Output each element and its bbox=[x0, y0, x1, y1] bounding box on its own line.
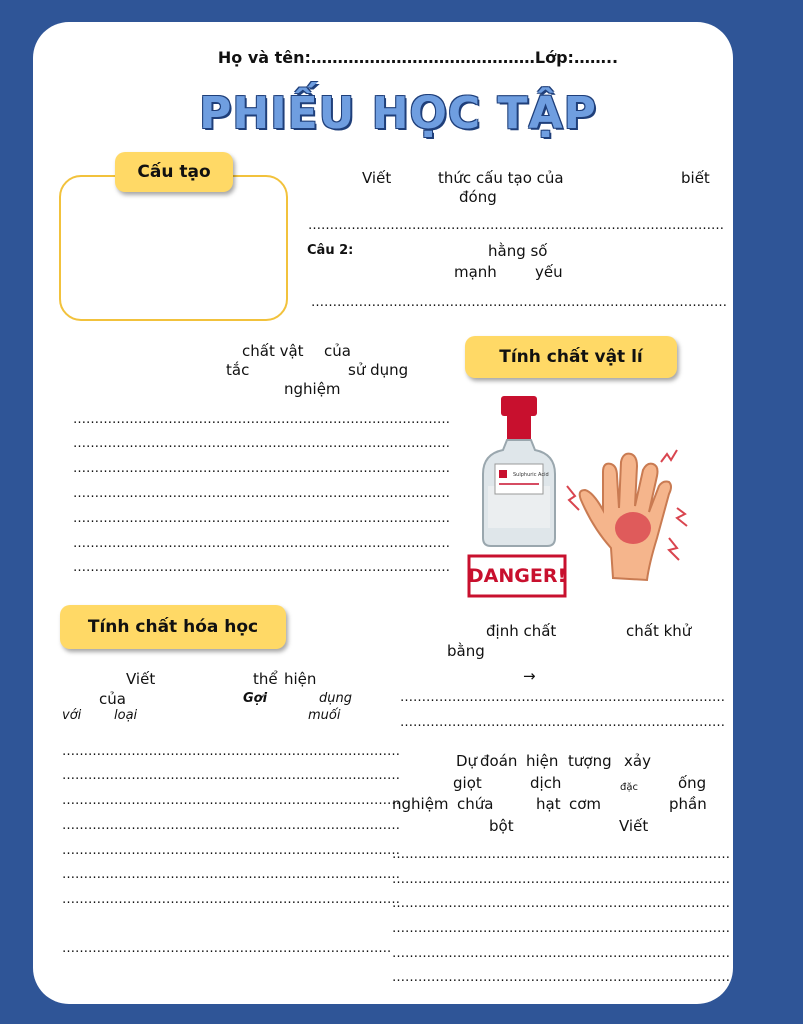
chemical-italic-word: dụng bbox=[319, 691, 352, 706]
right-q2-word: nghiệm bbox=[392, 795, 449, 813]
right-q2-word: xảy bbox=[624, 752, 651, 770]
right-q2-word: bột bbox=[489, 817, 514, 835]
physical-answer-line[interactable]: …………………………………………………………………………… bbox=[73, 511, 450, 526]
structure-drawing-box bbox=[59, 175, 288, 321]
chemical-answer-line[interactable]: …………………………………………………………………… bbox=[62, 744, 400, 759]
q1-word: Viết bbox=[362, 169, 392, 187]
chemical-italic-word: với bbox=[62, 708, 82, 723]
right-q1-word: chất khử bbox=[626, 622, 692, 640]
right-q2-word: đoán bbox=[480, 752, 518, 770]
right-q2-word: tượng bbox=[568, 752, 612, 770]
chemical-answer-line[interactable]: …………………………………………………………………… bbox=[62, 843, 400, 858]
reaction-arrow: → bbox=[523, 667, 536, 685]
right-q1-answer-line[interactable]: ………………………………………………………………… bbox=[400, 715, 725, 730]
q1-answer-line[interactable]: …………………………………………………………………………………… bbox=[308, 218, 724, 233]
right-q2-word: giọt bbox=[453, 774, 482, 792]
physical-word: tắc bbox=[226, 361, 250, 379]
right-q2-word: dịch bbox=[530, 774, 562, 792]
physical-answer-line[interactable]: …………………………………………………………………………… bbox=[73, 436, 450, 451]
physical-word: của bbox=[324, 342, 351, 360]
right-q1-word: định chất bbox=[486, 622, 557, 640]
chemical-word: thể bbox=[253, 670, 278, 688]
chemical-tag: Tính chất hóa học bbox=[60, 605, 286, 649]
q2-word: yếu bbox=[535, 263, 563, 281]
q1-word: thức cấu tạo của bbox=[438, 169, 564, 187]
chemical-answer-line[interactable]: …………………………………………………………………… bbox=[62, 867, 400, 882]
chemical-answer-line[interactable]: …………………………………………………………………… bbox=[62, 793, 400, 808]
physical-answer-line[interactable]: …………………………………………………………………………… bbox=[73, 486, 450, 501]
acid-burn-illustration bbox=[463, 388, 698, 588]
worksheet-title: PHIẾU HỌC TẬP bbox=[199, 88, 597, 139]
right-q2-answer-line[interactable]: …………………………………………………………………… bbox=[392, 896, 730, 911]
chemical-answer-line[interactable]: …………………………………………………………………… bbox=[62, 892, 400, 907]
physical-answer-line[interactable]: …………………………………………………………………………… bbox=[73, 560, 450, 575]
right-q2-answer-line[interactable]: …………………………………………………………………… bbox=[392, 921, 730, 936]
right-q1-word: bằng bbox=[447, 642, 485, 660]
worksheet-page bbox=[33, 22, 733, 1004]
physical-tag: Tính chất vật lí bbox=[465, 336, 677, 378]
bottle-label: Sulphuric Acid bbox=[513, 472, 549, 478]
physical-word: nghiệm bbox=[284, 380, 341, 398]
physical-answer-line[interactable]: …………………………………………………………………………… bbox=[73, 412, 450, 427]
right-q2-word: Dự bbox=[456, 752, 478, 770]
right-q2-answer-line[interactable]: …………………………………………………………………… bbox=[392, 970, 730, 985]
right-q2-answer-line[interactable]: …………………………………………………………………… bbox=[392, 847, 730, 862]
physical-answer-line[interactable]: …………………………………………………………………………… bbox=[73, 461, 450, 476]
chemical-italic-word: muối bbox=[308, 708, 341, 723]
right-q2-word: đặc bbox=[620, 782, 638, 793]
right-q2-word: hiện bbox=[526, 752, 559, 770]
q1-word: biết bbox=[681, 169, 710, 187]
chemical-italic-word: loại bbox=[114, 708, 138, 723]
right-q2-word: cơm bbox=[569, 795, 602, 813]
right-q2-word: hạt bbox=[536, 795, 561, 813]
burned-hand-icon bbox=[567, 450, 687, 580]
danger-sign-icon bbox=[468, 556, 566, 596]
chemical-word: của bbox=[99, 690, 126, 708]
name-class-line: Họ và tên:……………………………………Lớp:…….. bbox=[217, 48, 619, 67]
q2-word: hằng số bbox=[488, 242, 548, 260]
right-q2-answer-line[interactable]: …………………………………………………………………… bbox=[392, 872, 730, 887]
chemical-italic-word: Gợi bbox=[243, 691, 268, 706]
physical-answer-line[interactable]: …………………………………………………………………………… bbox=[73, 536, 450, 551]
right-q2-word: phần bbox=[669, 795, 707, 813]
q2-answer-line[interactable]: …………………………………………………………………………………… bbox=[311, 295, 727, 310]
chemical-answer-line[interactable]: …………………………………………………………………… bbox=[62, 818, 400, 833]
chemical-answer-line[interactable]: …………………………………………………………………… bbox=[62, 768, 400, 783]
chemical-word: hiện bbox=[284, 670, 317, 688]
acid-bottle-icon bbox=[483, 396, 555, 546]
physical-word: chất vật bbox=[242, 342, 304, 360]
right-q2-word: ống bbox=[678, 774, 707, 792]
q1-word: đóng bbox=[459, 188, 497, 206]
right-q2-answer-line[interactable]: …………………………………………………………………… bbox=[392, 946, 730, 961]
physical-word: sử dụng bbox=[348, 361, 409, 379]
structure-tag: Cấu tạo bbox=[115, 152, 233, 192]
right-q1-answer-line[interactable]: ………………………………………………………………… bbox=[400, 690, 725, 705]
q2-label: Câu 2: bbox=[307, 243, 354, 258]
chemical-answer-line[interactable]: …………………………………………………………………. bbox=[62, 941, 392, 956]
right-q2-word: chứa bbox=[457, 795, 494, 813]
chemical-word: Viết bbox=[126, 670, 156, 688]
danger-label: DANGER! bbox=[467, 565, 567, 587]
q2-word: mạnh bbox=[454, 263, 497, 281]
right-q2-word: Viết bbox=[619, 817, 649, 835]
